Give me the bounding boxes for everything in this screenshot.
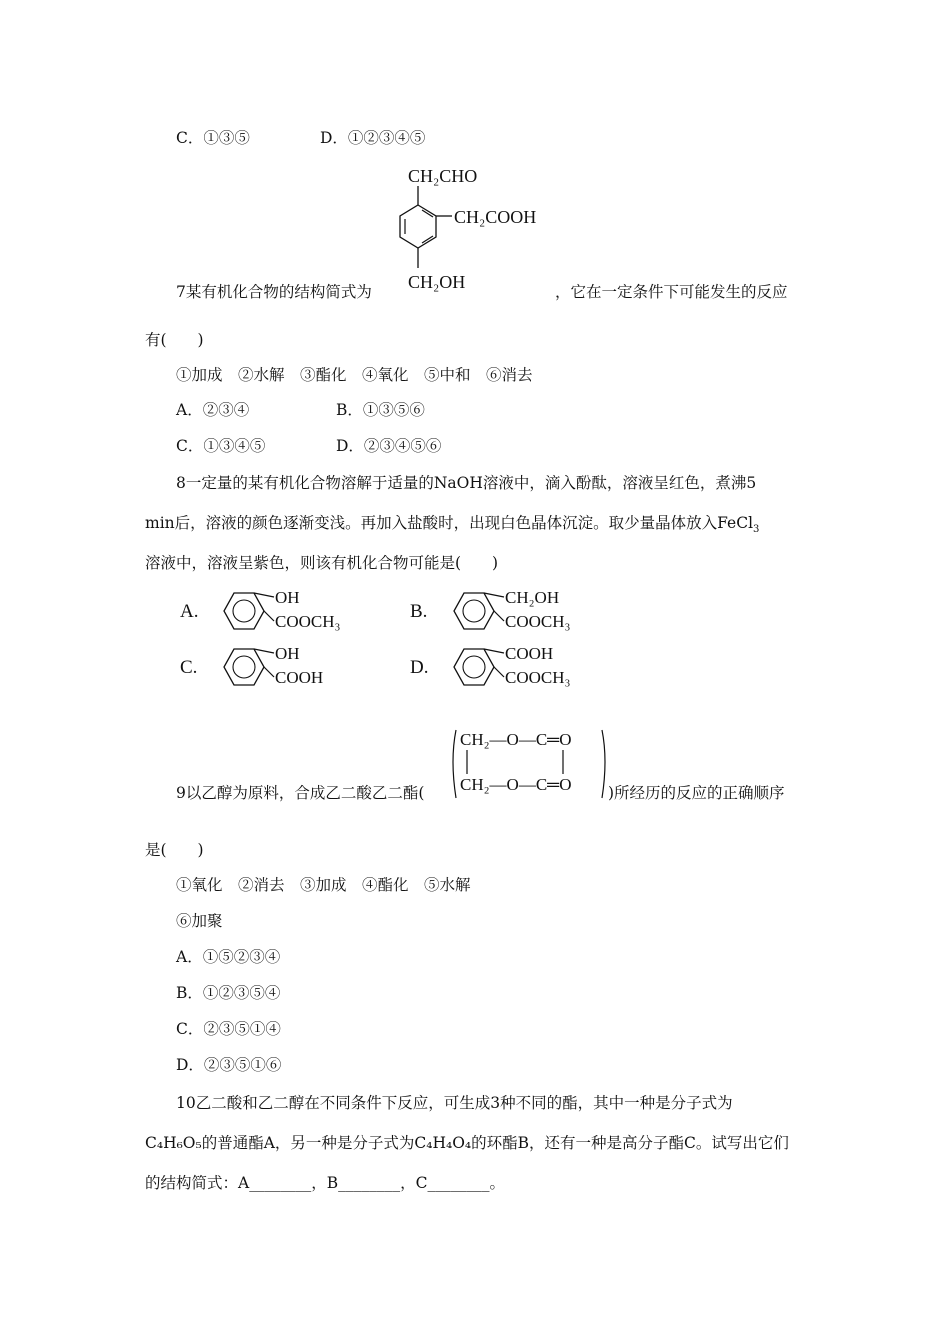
q6-option-c: C．①③⑤ [176,129,250,147]
q8-line1: 8一定量的某有机化合物溶解于适量的NaOH溶液中，滴入酚酞，溶液呈红色，煮沸5 [176,474,757,492]
q8-line3: 溶液中，溶液呈紫色，则该有机化合物可能是( ) [145,554,499,572]
q9-option-d: D．②③⑤①⑥ [176,1056,282,1074]
q8-option-a-label: A. [180,601,199,622]
q10-line3: 的结构简式：A________，B________，C________。 [145,1174,505,1192]
q9-option-c: C．②③⑤①④ [176,1020,281,1038]
q8-option-b-label: B. [410,601,428,622]
q9-structure [450,724,608,802]
q6-option-d: D．①②③④⑤ [320,129,426,147]
q8-option-d-label: D. [410,657,429,678]
q9-stem-line2: 是( ) [145,841,204,859]
q8-option-a [178,585,378,640]
q7-option-a: A．②③④ [176,401,250,419]
q8-option-c [178,641,378,696]
q9-structure-top: CH₂—O—C═O [460,730,572,749]
q7-group-top: CH₂CHO [408,166,478,186]
q9-reactions-line2: ⑥加聚 [176,912,223,930]
q7-option-c: C．①③④⑤ [176,437,266,455]
q8-option-a-bottom: COOCH₃ [275,612,341,631]
q7-option-b: B．①③⑤⑥ [336,401,425,419]
q8-option-b [408,585,608,640]
q8-option-c-label: C. [180,657,198,678]
q8-option-d-bottom: COOCH₃ [505,668,571,687]
q7-stem-after: ，它在一定条件下可能发生的反应 [555,283,788,301]
q7-stem-line2: 有( ) [145,331,204,349]
q10-line1: 10乙二酸和乙二醇在不同条件下反应，可生成3种不同的酯，其中一种是分子式为 [176,1094,733,1112]
q7-stem-before: 7某有机化合物的结构简式为 [176,283,372,301]
q8-option-b-bottom: COOCH₃ [505,612,571,631]
q9-stem-before: 9以乙醇为原料，合成乙二酸乙二酯( [176,784,425,802]
q8-option-c-bottom: COOH [275,668,324,687]
q8-option-a-top: OH [275,588,300,607]
q9-structure-bottom: CH₂—O—C═O [460,775,572,794]
q9-reactions: ①氧化 ②消去 ③加成 ④酯化 ⑤水解 [176,876,471,894]
q9-option-a: A．①⑤②③④ [176,948,281,966]
q8-line2-main: min后，溶液的颜色逐渐变浅。再加入盐酸时，出现白色晶体沉淀。取少量晶体放入FeCl [145,514,754,532]
q8-option-d-top: COOH [505,644,554,663]
q10-line2: C₄H₆O₅的普通酯A，另一种是分子式为C₄H₄O₄的环酯B，还有一种是高分子酯C。试写出它们 [145,1134,789,1152]
q8-option-b-top: CH₂OH [505,588,560,607]
q7-group-bottom: CH₂OH [408,272,466,292]
q8-line2 [145,513,759,540]
q8-option-c-top: OH [275,644,300,663]
q7-structure [390,160,560,300]
q8-option-d [408,641,608,696]
q7-group-right: CH₂COOH [454,207,537,227]
q7-reactions: ①加成 ②水解 ③酯化 ④氧化 ⑤中和 ⑥消去 [176,366,533,384]
q8-line2-sub: 3 [753,524,760,536]
q9-stem-after: )所经历的反应的正确顺序 [608,784,785,802]
q9-option-b: B．①②③⑤④ [176,984,281,1002]
q7-option-d: D．②③④⑤⑥ [336,437,442,455]
